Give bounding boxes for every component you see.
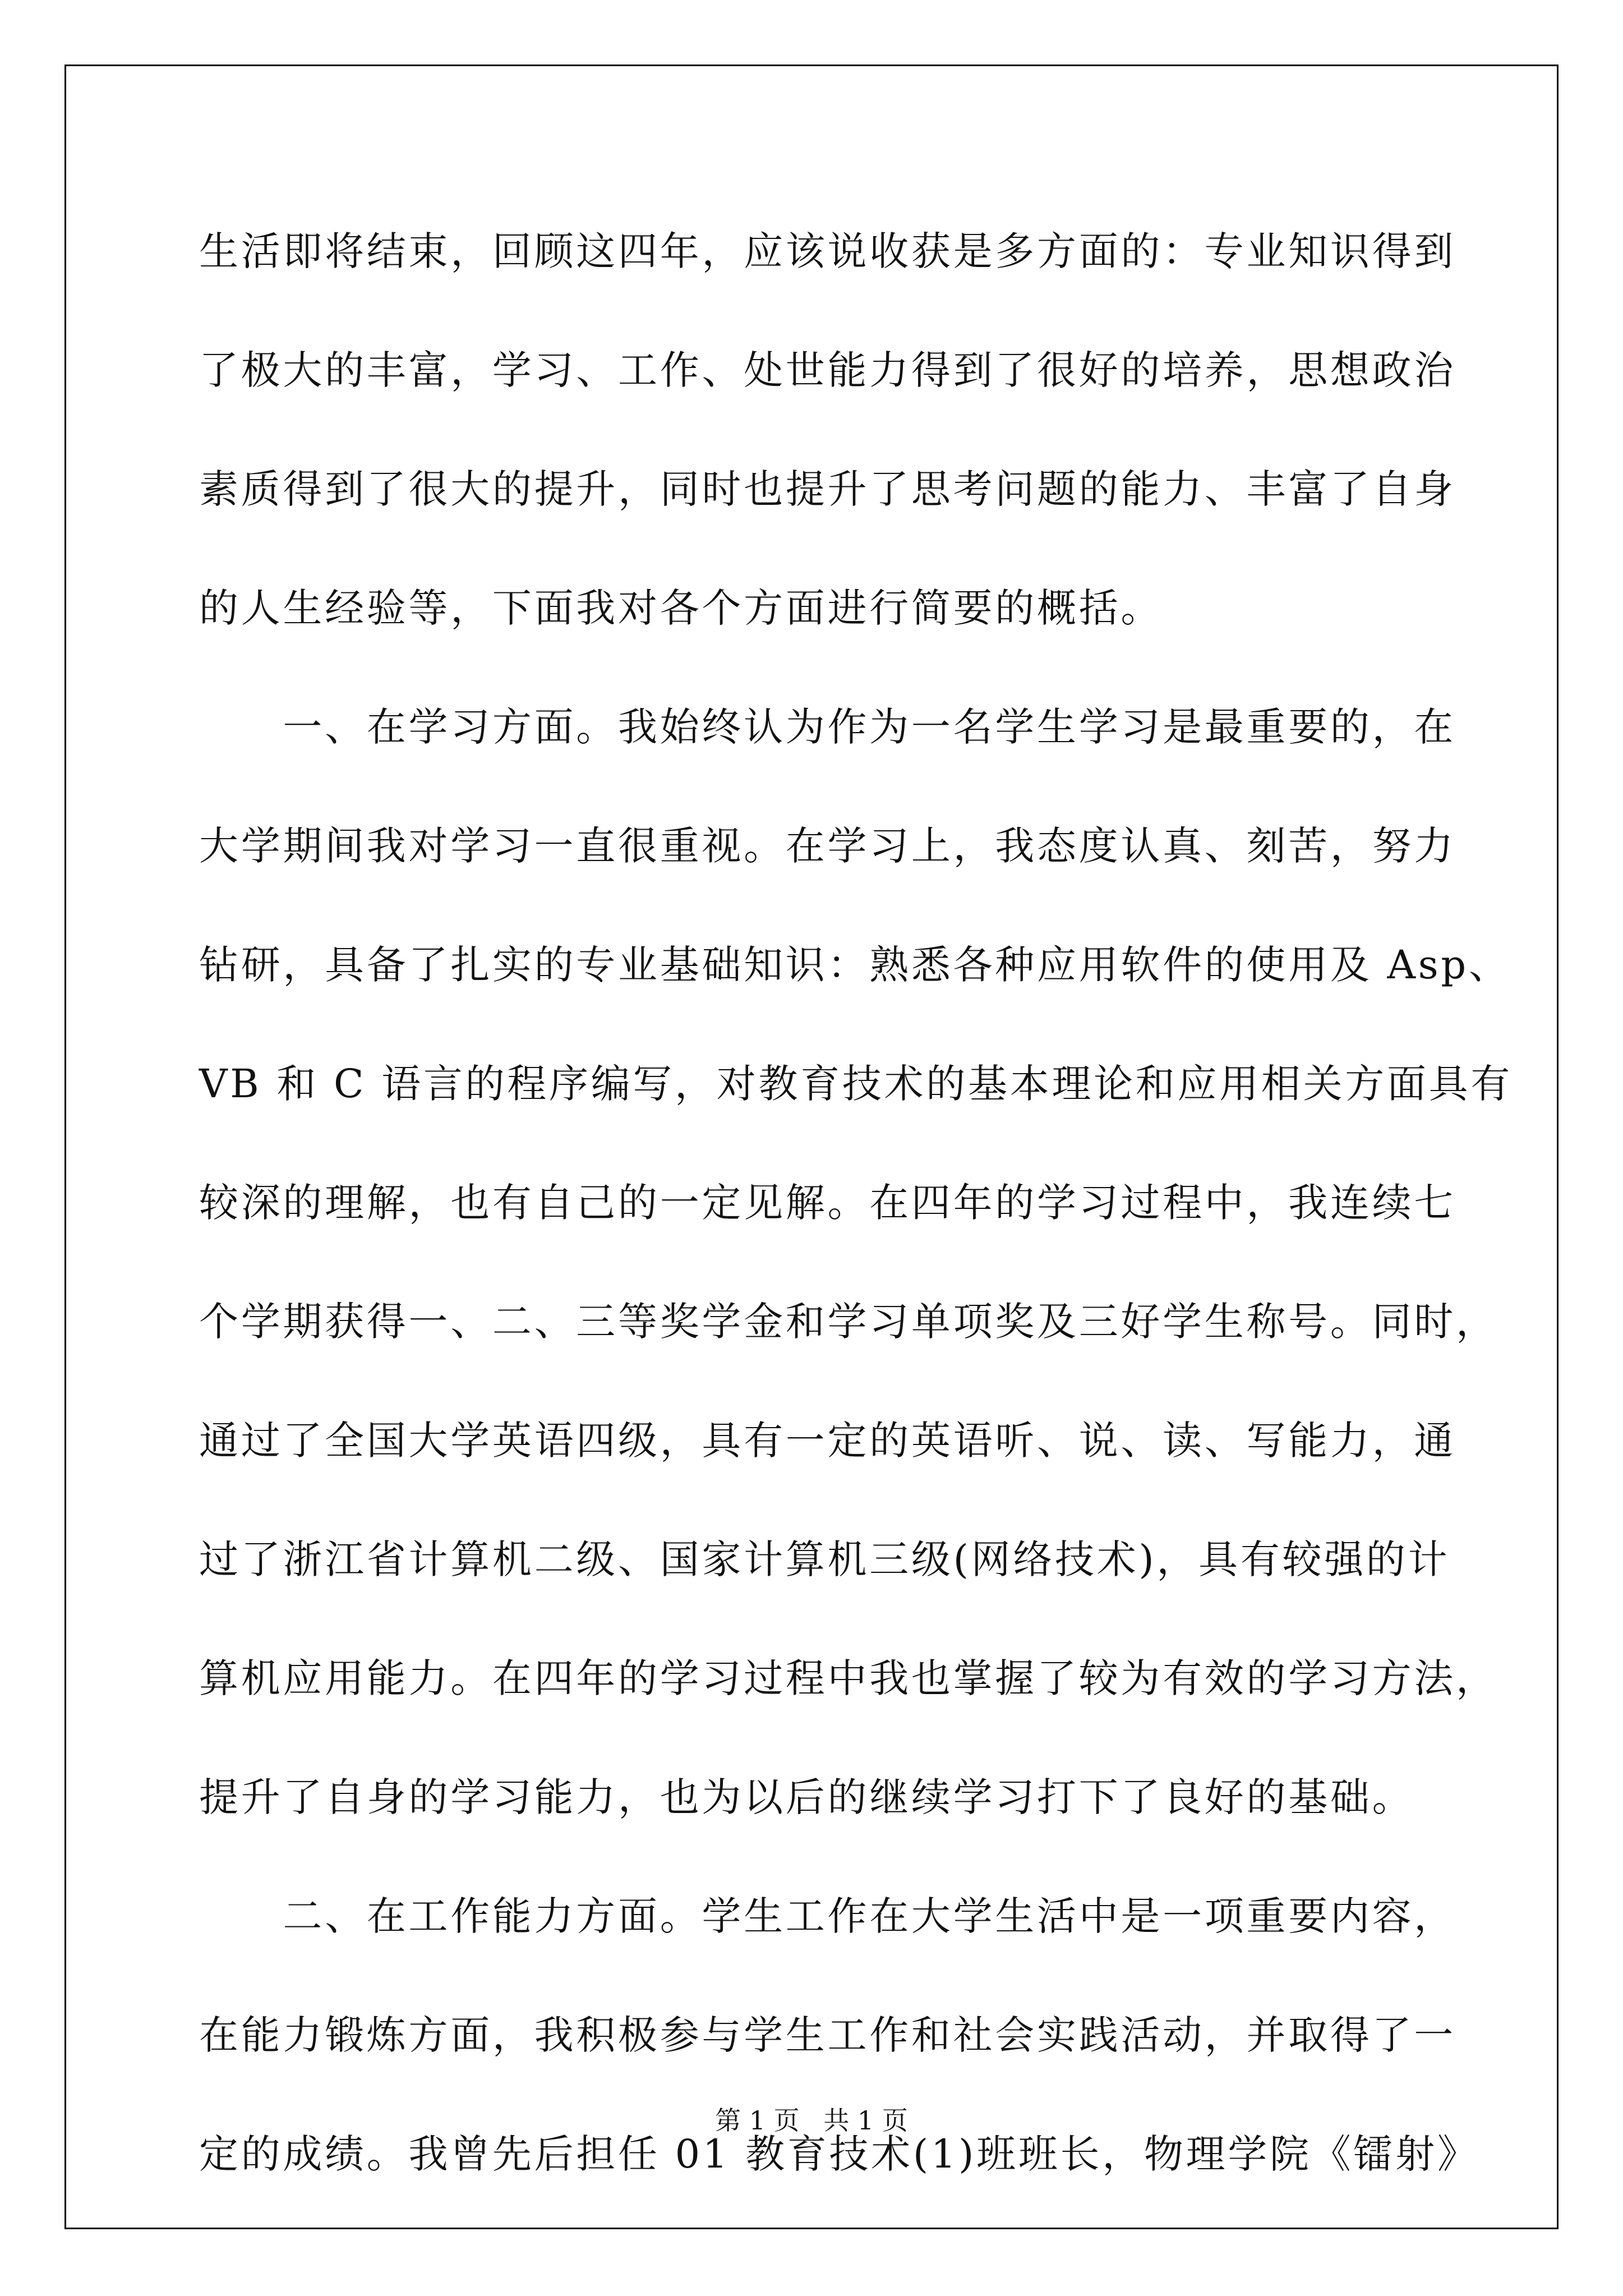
text-line: 在能力锻炼方面，我积极参与学生工作和社会实践活动，并取得了一 — [199, 2012, 1456, 2058]
text-line: 一、在学习方面。我始终认为作为一名学生学习是最重要的，在 — [199, 704, 1456, 750]
text-line: 较深的理解，也有自己的一定见解。在四年的学习过程中，我连续七 — [199, 1180, 1456, 1226]
text-line: VB 和 C 语言的程序编写，对教育技术的基本理论和应用相关方面具有 — [199, 1061, 1513, 1107]
text-line: 生活即将结束，回顾这四年，应该说收获是多方面的：专业知识得到 — [199, 228, 1456, 274]
text-line: 二、在工作能力方面。学生工作在大学生活中是一项重要内容， — [199, 1893, 1456, 1939]
text-line: 钻研，具备了扎实的专业基础知识：熟悉各种应用软件的使用及 Asp、 — [199, 942, 1511, 988]
text-line: 大学期间我对学习一直很重视。在学习上，我态度认真、刻苦，努力 — [199, 823, 1456, 869]
document-body — [199, 210, 1513, 2232]
text-line: 定的成绩。我曾先后担任 01 教育技术(1)班班长，物理学院《镭射》 — [199, 2131, 1479, 2177]
text-line: 了极大的丰富，学习、工作、处世能力得到了很好的培养，思想政治 — [199, 347, 1456, 393]
text-line: 提升了自身的学习能力，也为以后的继续学习打下了良好的基础。 — [199, 1774, 1414, 1820]
page-footer — [0, 2104, 1623, 2137]
text-line: 算机应用能力。在四年的学习过程中我也掌握了较为有效的学习方法， — [199, 1655, 1498, 1701]
text-line: 过了浙江省计算机二级、国家计算机三级(网络技术)，具有较强的计 — [199, 1536, 1450, 1582]
text-line: 通过了全国大学英语四级，具有一定的英语听、说、读、写能力，通 — [199, 1418, 1456, 1464]
text-line: 的人生经验等，下面我对各个方面进行简要的概括。 — [199, 585, 1163, 631]
page-total: 共 1 页 — [823, 2105, 908, 2136]
text-line: 素质得到了很大的提升，同时也提升了思考问题的能力、丰富了自身 — [199, 466, 1456, 512]
page-number: 第 1 页 — [715, 2105, 800, 2136]
text-line: 个学期获得一、二、三等奖学金和学习单项奖及三好学生称号。同时， — [199, 1299, 1498, 1345]
